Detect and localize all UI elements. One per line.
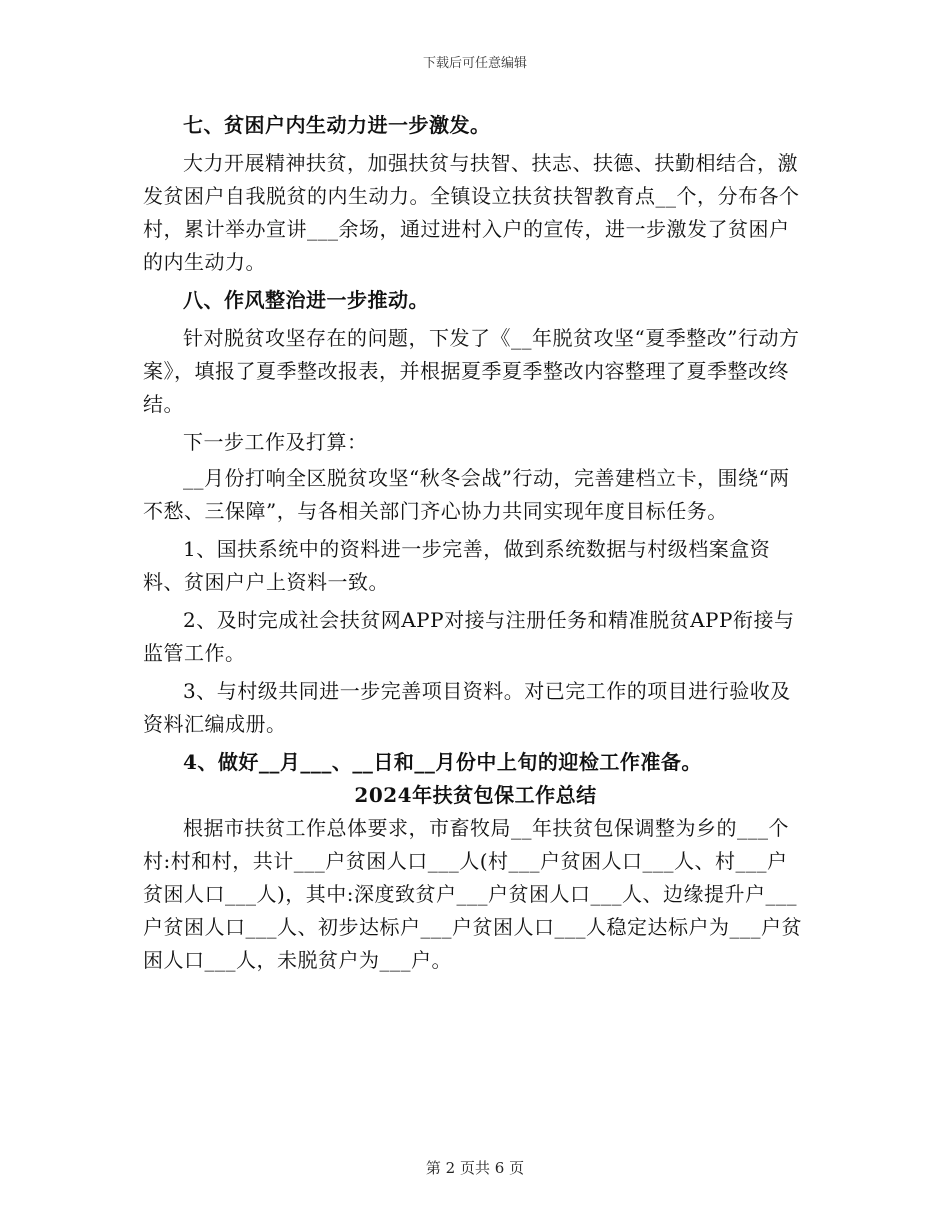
paragraph-next-steps-label: 下一步工作及打算： — [183, 430, 368, 454]
paragraph-poverty-summary: 根据市扶贫工作总体要求，市畜牧局__年扶贫包保调整为乡的___个村:村和村，共计___户贫困人口___人(村___户贫困人口___人、村___户贫困人口___人)，其中:深度致贫户___户贫困人口___人、边缘提升户___户贫困人口___人、初步达标户___户贫困人口___人稳定达标户为___户贫困人口___人，未脱贫户为___户。 — [143, 816, 802, 972]
page-footer: 第 2 页共 6 页 — [425, 1159, 525, 1177]
paragraph-summer-rectification: 针对脱贫攻坚存在的问题，下发了《__年脱贫攻坚“夏季整改”行动方案》，填报了夏季整改报表，并根据夏季夏季整改内容整理了夏季整改终结。 — [143, 326, 800, 416]
section-heading-7: 七、贫困户内生动力进一步激发。 — [183, 113, 491, 137]
list-item-4: 4、做好__月___、__日和__月份中上旬的迎检工作准备。 — [183, 750, 702, 774]
section-heading-8: 八、作风整治进一步推动。 — [183, 288, 429, 312]
document-title: 2024年扶贫包保工作总结 — [354, 783, 597, 807]
paragraph-autumn-winter-campaign: __月份打响全区脱贫攻坚“秋冬会战”行动，完善建档立卡，围绕“两不愁、三保障”，与各相关部门齐心协力共同实现年度目标任务。 — [143, 466, 790, 523]
list-item-2: 2、及时完成社会扶贫网APP对接与注册任务和精准脱贫APP衔接与监管工作。 — [143, 608, 795, 665]
paragraph-spiritual-poverty-alleviation: 大力开展精神扶贫，加强扶贫与扶智、扶志、扶德、扶勤相结合，激发贫困户自我脱贫的内生动力。全镇设立扶贫扶智教育点__个，分布各个村，累计举办宣讲___余场，通过进村入户的宣传，进一步激发了贫困户的内生动力。 — [143, 151, 800, 274]
list-item-3: 3、与村级共同进一步完善项目资料。对已完工作的项目进行验收及资料汇编成册。 — [143, 679, 791, 736]
page-header: 下载后可任意编辑 — [422, 56, 527, 71]
list-item-1: 1、国扶系统中的资料进一步完善，做到系统数据与村级档案盒资料、贫困户户上资料一致。 — [143, 537, 771, 594]
document-body — [143, 108, 808, 982]
